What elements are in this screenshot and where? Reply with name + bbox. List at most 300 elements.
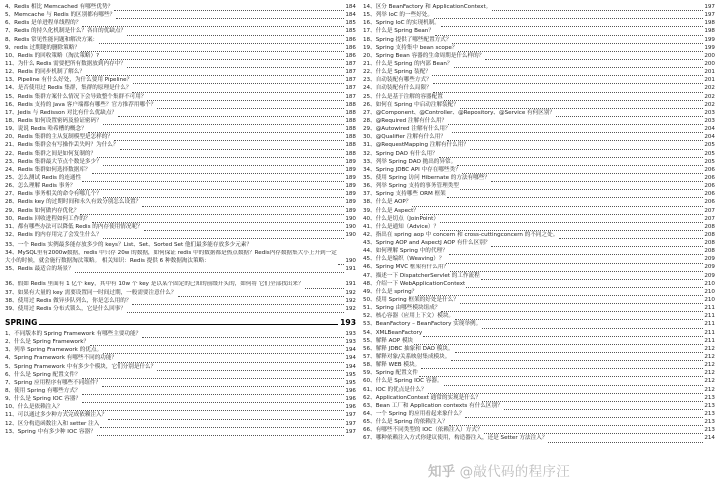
dot-leader: [433, 85, 704, 92]
toc-entry[interactable]: [5, 215, 356, 223]
dot-leader: [133, 77, 344, 84]
toc-entry[interactable]: [5, 395, 356, 403]
toc-entry[interactable]: [363, 434, 715, 442]
toc-entry-title: 9、什么是 Spring IOC 容器？: [5, 396, 82, 403]
toc-entry-page: 187: [345, 85, 356, 92]
toc-entry-page: 208: [704, 240, 715, 247]
dot-leader: [157, 363, 344, 370]
toc-entry[interactable]: [5, 207, 356, 215]
toc-entry[interactable]: [363, 312, 715, 320]
toc-entry-page: 197: [704, 12, 715, 19]
toc-entry[interactable]: [5, 125, 356, 133]
toc-entry-page: 199: [704, 36, 715, 43]
toc-entry[interactable]: [5, 76, 356, 84]
toc-entry[interactable]: [363, 207, 715, 215]
toc-entry[interactable]: [5, 52, 356, 60]
toc-entry-title: 17、Jedis 与 Redisson 对比有什么优缺点？: [5, 109, 118, 116]
dot-leader: [491, 240, 703, 247]
dot-leader: [142, 331, 344, 338]
toc-entry[interactable]: [363, 109, 715, 117]
toc-entry[interactable]: [5, 27, 356, 35]
toc-entry[interactable]: [5, 93, 356, 101]
toc-entry-page: 185: [345, 20, 356, 27]
toc-entry-page: 205: [704, 158, 715, 165]
toc-entry[interactable]: [5, 141, 356, 149]
toc-entry-title: 59、Spring 配置文件: [363, 370, 418, 377]
toc-entry[interactable]: [363, 182, 715, 190]
dot-leader: [419, 370, 703, 377]
dot-leader: [444, 378, 704, 385]
dot-leader: [100, 53, 344, 60]
dot-leader: [482, 395, 703, 402]
toc-entry[interactable]: [363, 3, 715, 11]
toc-entry-page: 208: [704, 231, 715, 238]
toc-entry-page: 202: [704, 101, 715, 108]
toc-entry[interactable]: [5, 11, 356, 19]
toc-entry-title: 57、解释对象/关系映射集成模块。: [363, 354, 451, 361]
dot-leader: [441, 20, 703, 27]
toc-entry[interactable]: [5, 68, 356, 76]
toc-entry-page: 187: [345, 69, 356, 76]
toc-entry-title: 50、使用 Spring 框架的好处是什么？: [363, 297, 459, 304]
toc-right-column: [363, 3, 715, 443]
dot-leader: [460, 183, 703, 190]
toc-entry[interactable]: [363, 190, 715, 198]
toc-entry-title: 41、什么是通知（Advice）？: [363, 223, 440, 230]
toc-entry[interactable]: [5, 346, 356, 354]
toc-entry-page: 200: [704, 60, 715, 67]
dot-leader: [414, 338, 703, 345]
toc-entry-title: 28、@Required 注解有什么用？: [363, 117, 448, 124]
toc-entry-page: 193: [345, 339, 356, 346]
dot-leader: [449, 248, 704, 255]
toc-entry-page: 188: [345, 101, 356, 108]
toc-entry-title: 29、Redis 如何做内存优化？: [5, 207, 80, 214]
toc-entry-title: 17、什么是 Spring Bean？: [363, 28, 434, 35]
dot-leader: [127, 306, 344, 313]
toc-entry-title: 1、不同版本的 Spring Framework 有哪些主要功能？: [5, 331, 142, 337]
dot-leader: [75, 266, 345, 273]
toc-entry-page: 189: [345, 207, 356, 214]
toc-entry[interactable]: [363, 247, 715, 255]
toc-entry-title: 3、列举 Spring Framework 的优点。: [5, 347, 103, 354]
dot-leader: [504, 403, 704, 410]
toc-entry-page: 192: [345, 289, 356, 296]
dot-leader: [82, 20, 344, 27]
dot-leader: [435, 28, 703, 35]
toc-entry[interactable]: [363, 44, 715, 52]
toc-entry[interactable]: [363, 60, 715, 68]
toc-entry[interactable]: [363, 329, 715, 337]
toc-entry[interactable]: [363, 377, 715, 385]
toc-entry[interactable]: [5, 84, 356, 92]
toc-entry-page: 209: [704, 272, 715, 279]
dot-leader: [548, 435, 703, 442]
dot-leader: [114, 4, 344, 11]
toc-entry-page: 208: [704, 223, 715, 230]
toc-entry[interactable]: [5, 36, 356, 44]
toc-entry-page: 186: [345, 44, 356, 51]
toc-entry[interactable]: [363, 68, 715, 76]
dot-leader: [465, 411, 703, 418]
toc-entry[interactable]: [5, 305, 356, 313]
toc-entry[interactable]: [5, 239, 356, 250]
dot-leader: [428, 386, 704, 393]
toc-entry[interactable]: [363, 133, 715, 141]
toc-entry-title: 16、Redis 支持的 Java 客户端都有哪些？官方推荐用哪个？: [5, 101, 157, 108]
toc-entry[interactable]: [5, 289, 356, 297]
toc-entry-title: 33、列举 Spring DAO 抛出的异常。: [363, 158, 457, 165]
toc-entry[interactable]: [5, 420, 356, 428]
toc-entry-title: 56、解释 JDBC 抽象和 DAO 模块。: [363, 345, 454, 352]
dot-leader: [460, 297, 703, 304]
toc-entry-title: 51、Spring 由哪些模块组成？: [363, 305, 441, 312]
toc-entry-page: 200: [704, 52, 715, 59]
dot-leader: [420, 207, 703, 214]
dot-leader: [452, 126, 704, 133]
toc-entry-title: 12、Redis 的同步机制了解么？: [5, 69, 85, 76]
toc-entry-page: 206: [704, 199, 715, 206]
toc-entry-title: 21、什么是 Spring 的内部 Bean？: [363, 60, 453, 67]
dot-leader: [77, 183, 345, 190]
toc-entry[interactable]: [363, 84, 715, 92]
toc-entry[interactable]: [363, 239, 715, 247]
dot-leader: [455, 313, 703, 320]
toc-entry-page: 188: [345, 150, 356, 157]
toc-entry[interactable]: [5, 330, 356, 338]
dot-leader: [127, 61, 344, 68]
toc-entry[interactable]: [363, 272, 715, 280]
toc-entry-title: 48、介绍一下 WebApplicationContext: [363, 280, 466, 287]
dot-leader: [118, 355, 344, 362]
toc-entry[interactable]: [363, 76, 715, 84]
dot-leader: [440, 215, 703, 222]
toc-entry-page: 211: [704, 329, 715, 336]
toc-entry-title: 13、Pipeline 有什么好处，为什么要用 Pipeline？: [5, 77, 133, 84]
toc-entry[interactable]: [5, 166, 356, 174]
toc-entry-title: 15、Redis 集群方案什么情况下会导致整个集群不可用？: [5, 93, 147, 100]
toc-entry-title: 23、自动装配有哪些方式？: [363, 77, 432, 84]
toc-entry-page: 198: [704, 20, 715, 27]
toc-entry-page: 196: [345, 404, 356, 411]
toc-entry-title: 36、假如 Redis 里面有 1 亿个 key，其中有 10w 个 key 是以某个固定的已知的前缀开头的，如何将 它们全部找出来？: [5, 281, 304, 288]
dot-leader: [434, 12, 703, 19]
toc-entry[interactable]: [363, 198, 715, 206]
toc-entry[interactable]: [5, 133, 356, 141]
toc-entry-title: 9、redis 过期键的删除策略？: [5, 44, 80, 51]
toc-entry[interactable]: [363, 296, 715, 304]
toc-entry-page: 206: [704, 174, 715, 181]
dot-leader: [455, 346, 704, 353]
toc-entry-title: 47、描述一下 DispatcherServlet 的工作流程: [363, 272, 480, 279]
toc-entry-page: 195: [345, 379, 356, 386]
dot-leader: [99, 36, 344, 43]
dot-leader: [452, 36, 703, 43]
toc-entry[interactable]: [5, 250, 356, 265]
toc-entry[interactable]: [363, 215, 715, 223]
toc-entry-title: 25、什么是基于注解的容器配置: [363, 93, 443, 100]
toc-entry-title: 30、Redis 回收进程如何工作的？: [5, 215, 91, 222]
toc-entry[interactable]: [5, 338, 356, 346]
toc-entry-page: 203: [704, 117, 715, 124]
toc-entry[interactable]: [363, 231, 715, 239]
toc-entry-title: 62、ApplicationContext 通常的实现是什么？: [363, 394, 482, 401]
toc-entry[interactable]: [363, 19, 715, 27]
dot-leader: [132, 85, 344, 92]
toc-entry-title: 27、@Component、@Controller、@Repository、@Service 有何区别？: [363, 109, 556, 116]
toc-entry[interactable]: [5, 182, 356, 190]
toc-entry-title: 7、Redis 的持久化机制是什么？各自的优缺点？: [5, 28, 127, 35]
dot-leader: [80, 207, 344, 214]
toc-entry-page: 187: [345, 60, 356, 67]
toc-entry-page: 189: [345, 174, 356, 181]
toc-entry[interactable]: [5, 158, 356, 166]
toc-entry-title: 65、什么是 Spring 的依赖注入？: [363, 419, 448, 426]
toc-entry[interactable]: [363, 52, 715, 60]
dot-leader: [441, 305, 703, 312]
toc-entry[interactable]: [363, 361, 715, 369]
toc-entry-title: 14、是否使用过 Redis 集群，集群的原理是什么？: [5, 85, 132, 92]
toc-entry[interactable]: [363, 304, 715, 312]
toc-entry[interactable]: [5, 379, 356, 387]
toc-entry-page: 209: [704, 256, 715, 263]
toc-entry[interactable]: [363, 174, 715, 182]
toc-entry[interactable]: [5, 371, 356, 379]
toc-entry[interactable]: [363, 353, 715, 361]
toc-entry-title: 67、哪种依赖注入方式你建议使用，构造器注入，还是 Setter 方法注入？: [363, 435, 548, 442]
dot-leader: [86, 69, 344, 76]
toc-entry-page: 204: [704, 134, 715, 141]
toc-entry-title: 32、Spring DAO 有什么用？: [363, 150, 438, 157]
toc-entry[interactable]: [363, 117, 715, 125]
toc-entry-page: 187: [345, 93, 356, 100]
toc-entry[interactable]: [5, 428, 356, 436]
toc-entry[interactable]: [363, 255, 715, 263]
toc-entry-title: 20、Spring Bean 容器的生命周期是什么样的？: [363, 52, 485, 59]
toc-entry[interactable]: [5, 190, 356, 198]
toc-entry[interactable]: [363, 369, 715, 377]
toc-entry[interactable]: [5, 117, 356, 125]
toc-entry-page: 188: [345, 117, 356, 124]
toc-entry-title: 42、指出在 spring aop 中 concern 和 cross-cuttingconcern 的不同之处。: [363, 231, 559, 238]
toc-entry-page: 194: [345, 355, 356, 362]
toc-entry-title: 15、列举 IoC 的一些好处。: [363, 12, 433, 19]
toc-entry-page: 194: [345, 347, 356, 354]
toc-entry-title: 45、什么是编织（Weaving）？: [363, 256, 445, 263]
toc-entry-title: 35、使用 Spring 访问 Hibernate 的方法有哪些？: [363, 174, 490, 181]
toc-entry[interactable]: [363, 36, 715, 44]
dot-leader: [82, 175, 344, 182]
toc-entry-title: 39、使用过 Redis 分布式锁么，它是什么回事？: [5, 305, 126, 312]
toc-entry-page: 212: [704, 378, 715, 385]
toc-entry-title: 14、区分 BeanFactory 和 ApplicationContext。: [363, 3, 492, 10]
toc-entry-page: 202: [704, 85, 715, 92]
toc-entry[interactable]: [5, 3, 356, 11]
toc-entry[interactable]: [5, 101, 356, 109]
toc-entry-title: 19、Spring 支持集中 bean scope？: [363, 44, 458, 51]
toc-entry[interactable]: [363, 410, 715, 418]
toc-entry-title: 28、Redis key 的过期时间和永久有效分别怎么设置？: [5, 199, 142, 206]
toc-entry-title: 52、核心容器（应用上下文）模块。: [363, 313, 455, 320]
toc-entry-page: 197: [345, 412, 356, 419]
toc-entry[interactable]: [363, 11, 715, 19]
dot-leader: [466, 281, 703, 288]
chapter-heading-spring[interactable]: [5, 314, 356, 327]
toc-entry-page: 212: [704, 362, 715, 369]
toc-entry-title: 12、区分构造函数注入和 setter 注入: [5, 420, 100, 427]
toc-entry-title: 40、什么是切点（JoinPoint）: [363, 215, 439, 222]
toc-entry-page: 202: [704, 93, 715, 100]
toc-entry[interactable]: [5, 265, 356, 273]
toc-entry-page: 208: [704, 248, 715, 255]
toc-entry[interactable]: [363, 426, 715, 434]
toc-entry-title: 32、Redis 的内存用完了会发生什么？: [5, 231, 102, 238]
toc-entry-title: 10、什么是依赖注入？: [5, 404, 63, 411]
toc-entry-page: 206: [704, 191, 715, 198]
watermark-author: @敲代码的程序汪: [459, 464, 571, 480]
toc-entry-title: 5、Spring Framework 中有多少个模块，它们分别是什么？: [5, 363, 157, 370]
toc-entry-title: 38、使用过 Redis 做异步队列么，你是怎么用的？: [5, 297, 132, 304]
dot-leader: [484, 427, 704, 434]
toc-entry-page: 201: [704, 77, 715, 84]
toc-entry[interactable]: [5, 403, 356, 411]
dot-leader: [144, 224, 345, 231]
toc-entry[interactable]: [5, 223, 356, 231]
toc-entry-page: 210: [704, 280, 715, 287]
toc-entry[interactable]: [363, 402, 715, 410]
toc-entry[interactable]: [363, 394, 715, 402]
chapter-title: SPRING: [5, 318, 38, 328]
toc-entry-page: 211: [704, 305, 715, 312]
dot-leader: [147, 93, 344, 100]
toc-entry-page: 188: [345, 142, 356, 149]
dot-leader: [92, 167, 345, 174]
dot-leader: [450, 264, 703, 271]
toc-entry-page: 188: [345, 134, 356, 141]
dot-leader: [92, 215, 345, 222]
dot-leader: [100, 420, 344, 427]
toc-entry-page: 190: [345, 231, 356, 238]
toc-entry[interactable]: [363, 223, 715, 231]
dot-leader: [120, 142, 345, 149]
toc-entry-page: 206: [704, 183, 715, 190]
toc-entry-page: 201: [704, 69, 715, 76]
toc-entry-title: 53、BeanFactory – BeanFactory 实现举例。: [363, 321, 482, 328]
toc-entry[interactable]: [363, 386, 715, 394]
toc-entry[interactable]: [5, 387, 356, 395]
toc-entry[interactable]: [363, 150, 715, 158]
toc-entry[interactable]: [5, 411, 356, 419]
dot-leader: [97, 150, 344, 157]
toc-entry-page: 196: [345, 396, 356, 403]
dot-leader: [63, 404, 344, 411]
toc-entry-page: 188: [345, 126, 356, 133]
dot-leader: [433, 77, 704, 84]
toc-entry[interactable]: [363, 158, 715, 166]
toc-entry[interactable]: [5, 198, 356, 206]
toc-entry[interactable]: [363, 337, 715, 345]
toc-entry-title: 7、Spring 应用程序有哪些不同组件？: [5, 379, 102, 386]
toc-entry[interactable]: [363, 418, 715, 426]
dot-leader: [432, 69, 703, 76]
toc-entry[interactable]: [363, 93, 715, 101]
toc-entry[interactable]: [363, 27, 715, 35]
toc-entry[interactable]: [363, 320, 715, 328]
toc-entry[interactable]: [363, 125, 715, 133]
dot-leader: [449, 419, 704, 426]
toc-entry[interactable]: [5, 150, 356, 158]
dot-leader: [103, 191, 345, 198]
toc-entry[interactable]: [363, 141, 715, 149]
toc-entry-title: 29、@Autowired 注解有什么用？: [363, 126, 451, 133]
toc-entry-title: 11、为什么 Redis 需要把所有数据放到内存中？: [5, 60, 126, 67]
toc-entry-title: 6、什么是 Spring 配置文件？: [5, 371, 81, 378]
toc-entry[interactable]: [5, 60, 356, 68]
dot-leader: [559, 232, 703, 239]
toc-entry[interactable]: [363, 280, 715, 288]
toc-entry-title: 11、可以通过多少种方式完成依赖注入？: [5, 412, 108, 419]
toc-entry-page: 214: [704, 435, 715, 442]
toc-entry[interactable]: [5, 109, 356, 117]
toc-entry-title: 18、Spring 提供了哪些配置方式？: [363, 36, 452, 43]
dot-leader: [127, 28, 344, 35]
toc-entry-title: 36、列举 Spring 支持的事务管理类型: [363, 183, 459, 190]
toc-entry[interactable]: [5, 174, 356, 182]
toc-entry[interactable]: [363, 288, 715, 296]
toc-entry-title: 46、Spring MVC 框架有什么用？: [363, 264, 450, 271]
toc-entry-page: 212: [704, 386, 715, 393]
toc-entry[interactable]: [5, 231, 356, 239]
toc-entry-title: 22、Redis 集群之间是如何复制的？: [5, 150, 97, 157]
dot-leader: [114, 134, 344, 141]
watermark: [428, 460, 570, 480]
toc-entry-page: 194: [345, 363, 356, 370]
toc-entry-title: 58、解释 WEB 模块。: [363, 362, 421, 369]
toc-entry-page: 205: [704, 150, 715, 157]
toc-entry-page: 190: [345, 223, 356, 230]
toc-entry[interactable]: [363, 345, 715, 353]
toc-entry[interactable]: [5, 273, 356, 288]
toc-entry[interactable]: [5, 363, 356, 371]
toc-entry-page: 211: [704, 337, 715, 344]
toc-entry-title: 21、Redis 集群会有写操作丢失吗？为什么？: [5, 142, 119, 149]
dot-leader: [88, 126, 345, 133]
toc-entry[interactable]: [363, 101, 715, 109]
toc-entry[interactable]: [5, 297, 356, 305]
toc-entry-title: 33、一个 Redis 实例最多能存放多少的 keys？List、Set、Sorted Set 他们最多能存放多少元素？: [5, 241, 253, 248]
toc-entry-page: 212: [704, 354, 715, 361]
toc-entry[interactable]: [363, 166, 715, 174]
dot-leader: [448, 118, 703, 125]
toc-entry-title: 6、Redis 是单进程单线程的？: [5, 20, 82, 27]
dot-leader: [470, 142, 703, 149]
toc-entry[interactable]: [5, 44, 356, 52]
dot-leader: [178, 289, 345, 296]
toc-entry-page: 190: [345, 215, 356, 222]
toc-entry[interactable]: [5, 19, 356, 27]
dot-leader: [460, 101, 703, 108]
toc-entry[interactable]: [363, 264, 715, 272]
toc-entry-page: 212: [704, 345, 715, 352]
chapter-page: 193: [340, 318, 356, 328]
toc-entry[interactable]: [5, 354, 356, 362]
toc-entry-page: 184: [345, 3, 356, 10]
toc-entry-title: 26、如何在 Spring 中启动注解装配？: [363, 101, 459, 108]
dot-leader: [423, 329, 703, 336]
dot-leader: [305, 281, 345, 288]
toc-entry-page: 189: [345, 191, 356, 198]
toc-entry-title: 22、什么是 Spring 装配？: [363, 69, 431, 76]
